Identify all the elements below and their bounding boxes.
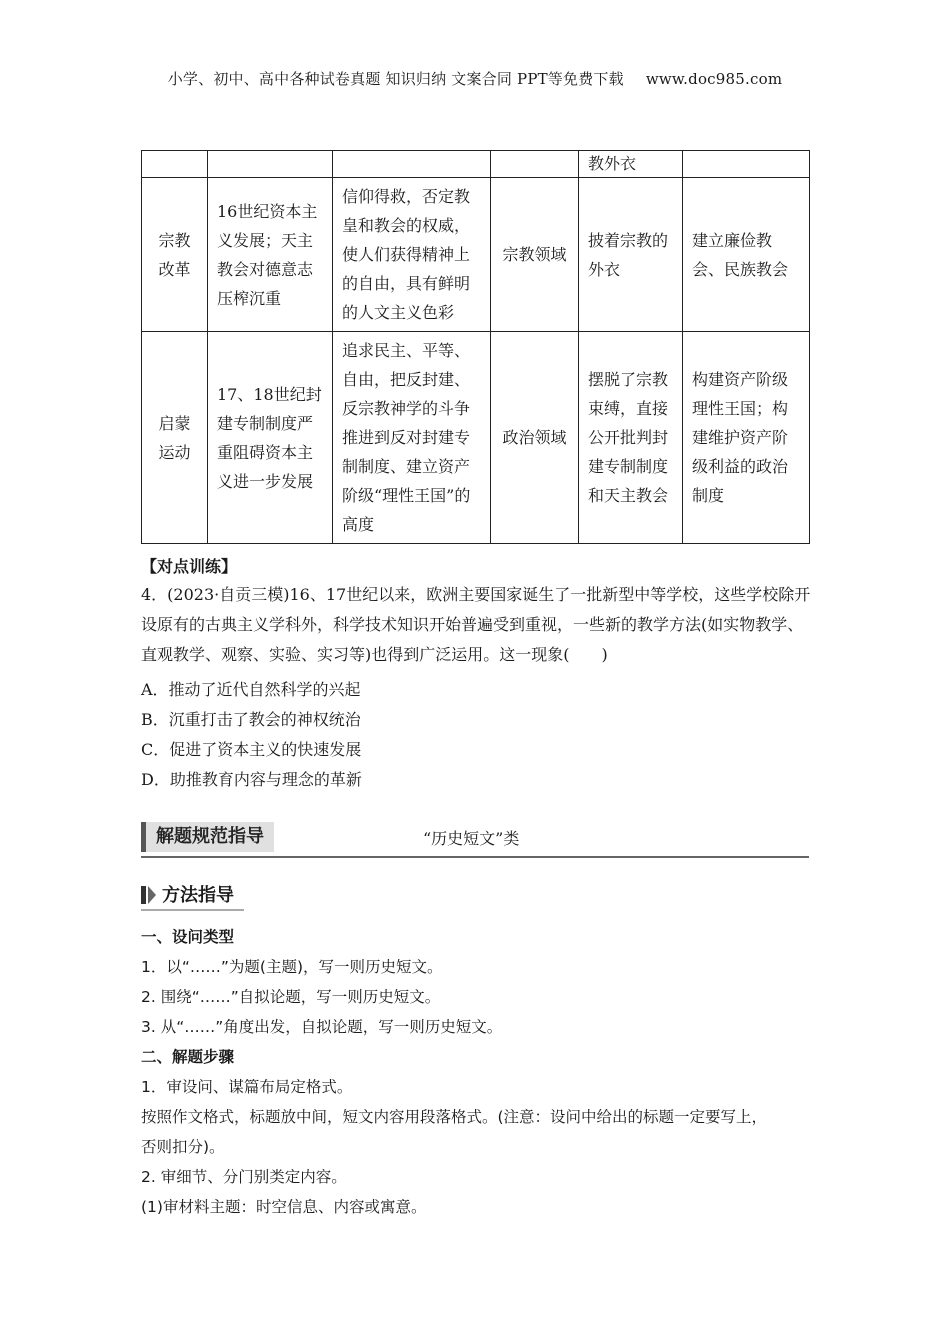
heading-arrow-icon (148, 886, 156, 904)
section-bar (141, 822, 809, 858)
table-cell (491, 151, 579, 178)
practice-tag (141, 552, 813, 582)
method-line: 一、设问类型 (141, 928, 235, 946)
method-line: 1．审设问、谋篇布局定格式。 (141, 1078, 353, 1096)
option-b: B．沉重打击了教会的神权统治 (141, 710, 361, 729)
table-row (142, 178, 810, 332)
table-cell (683, 151, 810, 178)
method-line: 1．以“……”为题(主题)，写一则历史短文。 (141, 958, 443, 976)
table-cell: 16世纪资本主义发展；天主教会对德意志压榨沉重 (208, 178, 333, 332)
method-line: 2. 审细节、分门别类定内容。 (141, 1168, 347, 1186)
method-heading-text: 方法指导 (162, 885, 234, 906)
table-cell (208, 151, 333, 178)
table-cell: 摆脱了宗教束缚，直接公开批判封建专制制度和天主教会 (579, 332, 683, 544)
table-cell: 披着宗教的外衣 (579, 178, 683, 332)
section-title: “历史短文”类 (423, 829, 520, 848)
table-cell (142, 151, 208, 178)
method-line: 按照作文格式，标题放中间，短文内容用段落格式。(注意：设问中给出的标题一定要写上， (141, 1108, 768, 1126)
table-cell: 追求民主、平等、自由，把反封建、反宗教神学的斗争推进到反对封建专制制度、建立资产阶级“理性王国”的高度 (333, 332, 491, 544)
history-comparison-table (141, 150, 810, 544)
header-site: www.doc985.com (645, 70, 783, 88)
page-header (0, 68, 950, 89)
table-cell: 构建资产阶级理性王国；构建维护资产阶级利益的政治制度 (683, 332, 810, 544)
table-row (142, 332, 810, 544)
method-line: 二、解题步骤 (141, 1048, 235, 1066)
option-d: D．助推教育内容与理念的革新 (141, 770, 362, 789)
table-row (142, 151, 810, 178)
table-cell: 政治领域 (491, 332, 579, 544)
method-line: (1)审材料主题：时空信息、内容或寓意。 (141, 1198, 427, 1216)
method-heading (141, 881, 244, 911)
table-cell: 宗教改革 (142, 178, 208, 332)
method-line: 3. 从“……”角度出发，自拟论题，写一则历史短文。 (141, 1018, 503, 1036)
heading-marker-icon (141, 886, 146, 904)
table-cell: 建立廉俭教会、民族教会 (683, 178, 810, 332)
table-cell: 宗教领域 (491, 178, 579, 332)
header-text: 小学、初中、高中各种试卷真题 知识归纳 文案合同 PPT等免费下载 (167, 70, 624, 88)
table-cell: 信仰得救，否定教皇和教会的权威，使人们获得精神上的自由，具有鲜明的人文主义色彩 (333, 178, 491, 332)
method-line: 2. 围绕“……”自拟论题，写一则历史短文。 (141, 988, 441, 1006)
practice-tag-text: 【对点训练】 (141, 557, 238, 576)
option-c: C．促进了资本主义的快速发展 (141, 740, 362, 759)
method-line: 否则扣分)。 (141, 1138, 225, 1156)
section-label: 解题规范指导 (141, 822, 274, 852)
table-cell: 17、18世纪封建专制制度严重阻碍资本主义进一步发展 (208, 332, 333, 544)
question-text: 4．(2023·自贡三模)16、17世纪以来，欧洲主要国家诞生了一批新型中等学校，这些学校除开设原有的古典主义学科外，科学技术知识开始普遍受到重视，一些新的教学方法(如实物教学、直观教学、观察、实验、实习等)也得到广泛运用。这一现象( ) (141, 585, 811, 664)
option-a: A．推动了近代自然科学的兴起 (141, 680, 361, 699)
table-cell: 教外衣 (579, 151, 683, 178)
table-cell: 启蒙运动 (142, 332, 208, 544)
table-cell (333, 151, 491, 178)
